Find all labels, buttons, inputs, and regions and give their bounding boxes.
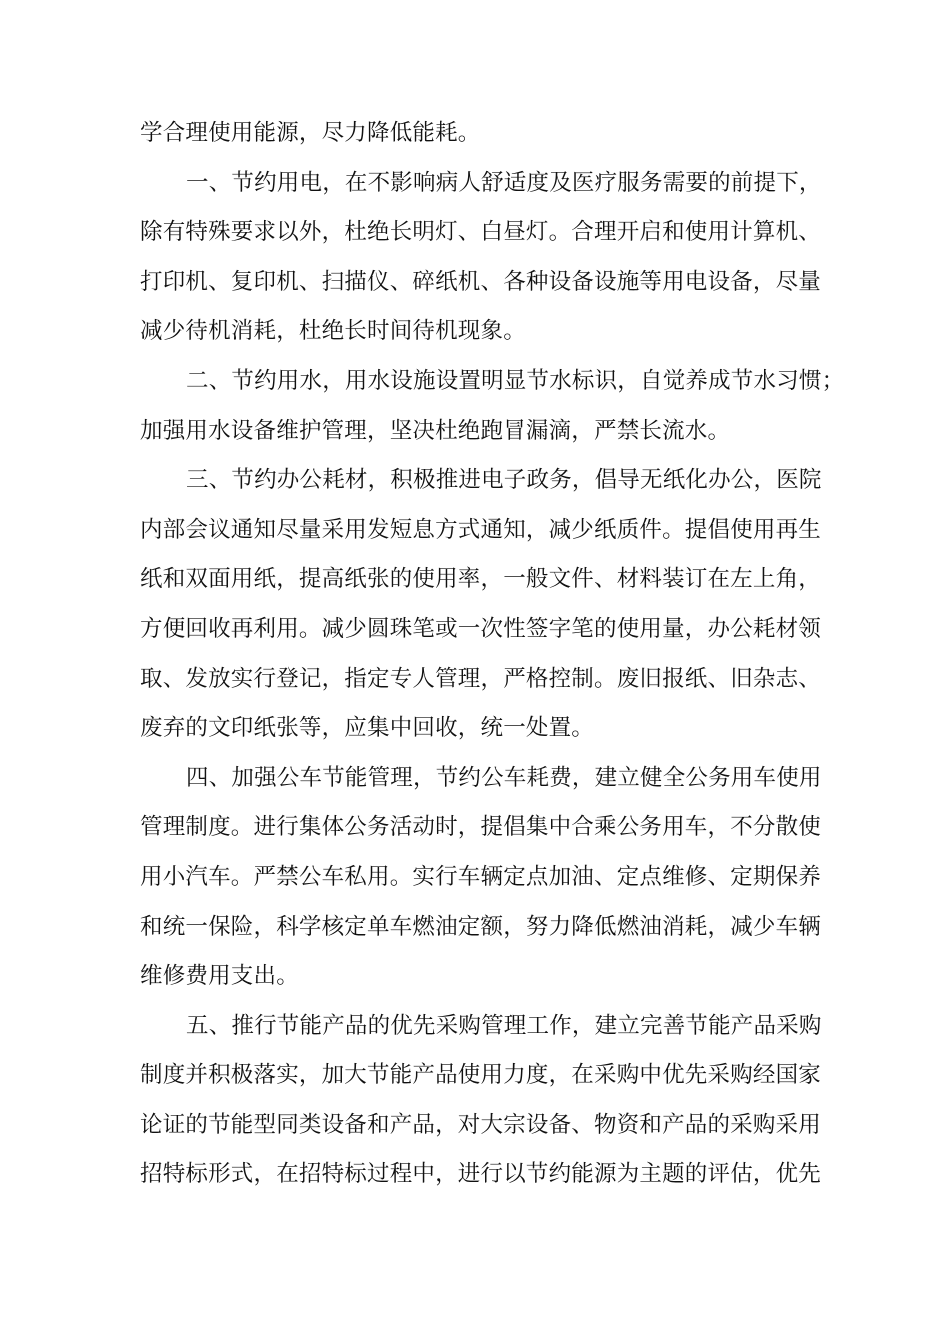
text-line: 和统一保险，科学核定单车燃油定额，努力降低燃油消耗，减少车辆	[140, 913, 822, 940]
text-line: 招特标形式，在招特标过程中，进行以节约能源为主题的评估，优先	[140, 1161, 822, 1188]
paragraph-5-start: 五、推行节能产品的优先采购管理工作，建立完善节能产品采购	[186, 1012, 822, 1039]
body-text	[140, 109, 845, 1200]
text-line: 内部会议通知尽量采用发短息方式通知，减少纸质件。提倡使用再生	[140, 516, 822, 543]
text-line: 取、发放实行登记，指定专人管理，严格控制。废旧报纸、旧杂志、	[140, 665, 822, 692]
text-line: 学合理使用能源，尽力降低能耗。	[140, 120, 481, 146]
text-line: 打印机、复印机、扫描仪、碎纸机、各种设备设施等用电设备，尽量	[140, 268, 822, 295]
text-line: 制度并积极落实，加大节能产品使用力度，在采购中优先采购经国家	[140, 1062, 822, 1089]
text-line: 纸和双面用纸，提高纸张的使用率，一般文件、材料装订在左上角，	[140, 566, 822, 593]
paragraph-1-start: 一、节约用电，在不影响病人舒适度及医疗服务需要的前提下，	[186, 169, 822, 196]
text-line: 除有特殊要求以外，杜绝长明灯、白昼灯。合理开启和使用计算机、	[140, 219, 822, 246]
text-line: 管理制度。进行集体公务活动时，提倡集中合乘公务用车，不分散使	[140, 814, 822, 841]
text-line: 用小汽车。严禁公车私用。实行车辆定点加油、定点维修、定期保养	[140, 863, 822, 890]
paragraph-4-start: 四、加强公车节能管理，节约公车耗费，建立健全公务用车使用	[186, 764, 822, 791]
text-line: 维修费用支出。	[140, 963, 299, 990]
paragraph-3-start: 三、节约办公耗材，积极推进电子政务，倡导无纸化办公，医院	[186, 467, 822, 494]
text-line: 加强用水设备维护管理，坚决杜绝跑冒漏滴，严禁长流水。	[140, 417, 731, 444]
text-line: 废弃的文印纸张等，应集中回收，统一处置。	[140, 715, 595, 742]
text-line: 论证的节能型同类设备和产品，对大宗设备、物资和产品的采购采用	[140, 1111, 822, 1138]
paragraph-2-start: 二、节约用水，用水设施设置明显节水标识，自觉养成节水习惯；	[186, 367, 845, 394]
text-line: 方便回收再利用。减少圆珠笔或一次性签字笔的使用量，办公耗材领	[140, 615, 822, 642]
text-line: 减少待机消耗，杜绝长时间待机现象。	[140, 318, 526, 345]
